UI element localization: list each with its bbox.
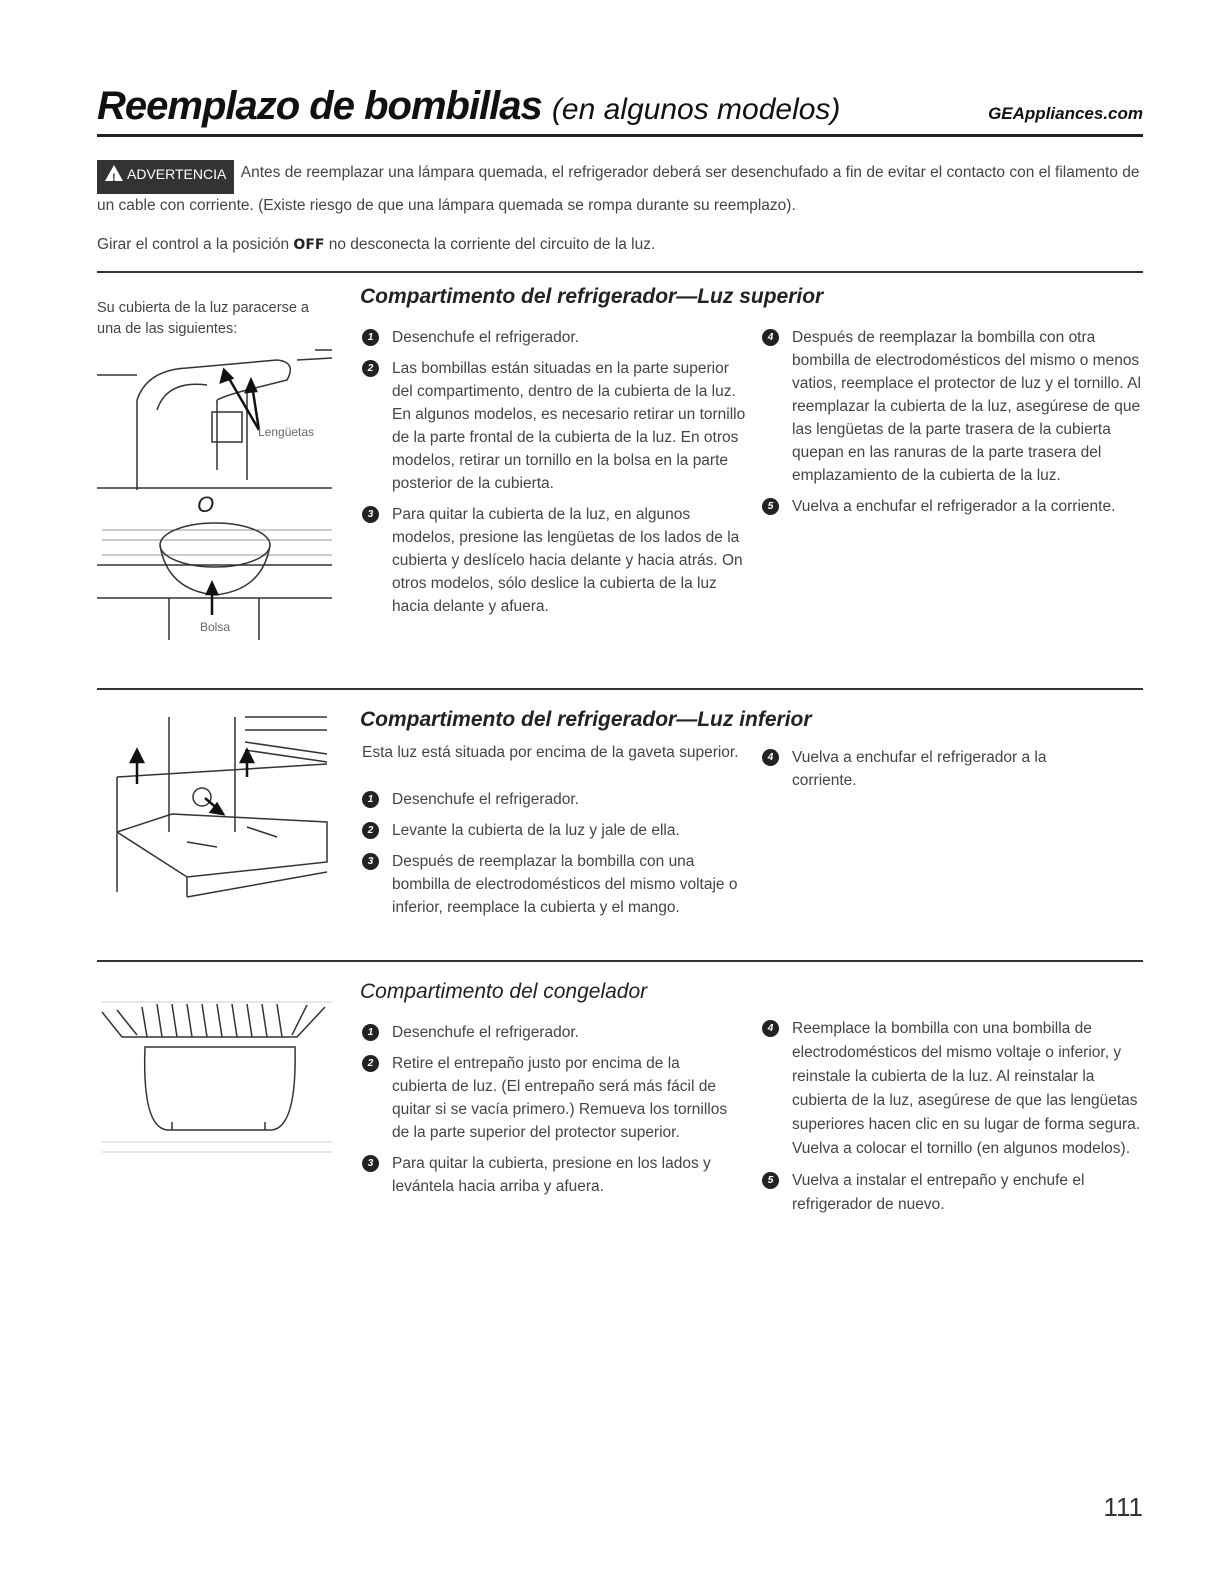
step-text: Después de reemplazar la bombilla con una bombilla de electrodomésticos del mismo voltaje o inferior, reemplace la cubierta y el mango. xyxy=(392,853,738,916)
step-number-icon: 4 xyxy=(762,329,779,346)
step-number-icon: 1 xyxy=(362,329,379,346)
section3-steps-right xyxy=(762,1017,1147,1225)
lower-light-illustration xyxy=(97,702,337,902)
step-text: Desenchufe el refrigerador. xyxy=(392,791,579,808)
step-text: Reemplace la bombilla con una bombilla de electrodomésticos del mismo voltaje o inferior, y reinstale la cubierta de la luz. Al reinstalar la cubierta de la luz, asegúrese de que las lengüetas superiores hacen clic en su lugar de forma segura. Vuelva a colocar el tornillo (en algunos modelos). xyxy=(792,1020,1141,1157)
section1-steps-right xyxy=(762,326,1147,526)
section2-steps-left xyxy=(362,788,747,927)
step-item xyxy=(362,1052,732,1144)
warning-text: Antes de reemplazar una lámpara quemada, el refrigerador deberá ser desenchufado a fin de evitar el contacto con el filamento de un cable con corriente. (Existe riesgo de que una lámpara quemada se rompa durante su reemplazo). xyxy=(97,164,1140,214)
header-rule xyxy=(97,134,1143,137)
step-text: Vuelva a instalar el entrepaño y enchufe el refrigerador de nuevo. xyxy=(792,1172,1085,1213)
step-number-icon: 5 xyxy=(762,1172,779,1189)
step-text: Para quitar la cubierta de la luz, en algunos modelos, presione las lengüetas de los lados de la cubierta y deslícelo hacia delante y hacia atrás. On otros modelos, sólo deslice la cubierta de la luz hacia delante y afuera. xyxy=(392,506,743,615)
step-number-icon: 3 xyxy=(362,506,379,523)
warning-note-end: no desconecta la corriente del circuito de la luz. xyxy=(324,236,656,253)
freezer-light-illustration xyxy=(97,992,337,1162)
step-number-icon: 2 xyxy=(362,360,379,377)
section-rule-1 xyxy=(97,271,1143,273)
step-item xyxy=(762,326,1147,487)
section1-title: Compartimento del refrigerador—Luz superior xyxy=(360,285,824,308)
section1-steps-left xyxy=(362,326,747,626)
step-text: Vuelva a enchufar el refrigerador a la corriente. xyxy=(792,749,1047,789)
section1-figure-caption: Su cubierta de la luz paracerse a una de las siguientes: xyxy=(97,300,309,337)
step-text: Retire el entrepaño justo por encima de la cubierta de luz. (El entrepaño será más fácil de quitar si se vacía primero.) Remueva los tornillos de la parte superior del protector superior. xyxy=(392,1055,728,1141)
step-number-icon: 4 xyxy=(762,749,779,766)
section3-steps-left xyxy=(362,1021,732,1206)
step-item xyxy=(362,503,747,618)
section2-title: Compartimento del refrigerador—Luz inferior xyxy=(360,708,812,731)
step-item xyxy=(362,326,747,349)
section2-intro: Esta luz está situada por encima de la gaveta superior. xyxy=(362,744,739,761)
step-text: Levante la cubierta de la luz y jale de ella. xyxy=(392,822,680,839)
step-text: Vuelva a enchufar el refrigerador a la corriente. xyxy=(792,498,1116,515)
section-rule-2 xyxy=(97,688,1143,690)
light-cover-illustration xyxy=(97,340,337,640)
step-number-icon: 5 xyxy=(762,498,779,515)
step-item xyxy=(362,357,747,495)
step-number-icon: 4 xyxy=(762,1020,779,1037)
step-number-icon: 1 xyxy=(362,1024,379,1041)
warning-icon xyxy=(105,165,123,181)
title-subtitle: (en algunos modelos) xyxy=(551,93,841,126)
warning-note xyxy=(97,236,655,254)
step-number-icon: 2 xyxy=(362,1055,379,1072)
site-url: GEAppliances.com xyxy=(988,104,1143,123)
section-rule-3 xyxy=(97,960,1143,962)
step-item xyxy=(762,746,1092,792)
label-tabs: Lengüetas xyxy=(258,425,315,439)
step-text: Para quitar la cubierta, presione en los lados y levántela hacia arriba y afuera. xyxy=(392,1155,711,1195)
label-bag: Bolsa xyxy=(200,620,231,634)
warning-note-start: Girar el control a la posición xyxy=(97,236,294,253)
warning-badge xyxy=(97,160,234,194)
warning-block xyxy=(97,160,1143,217)
step-text: Las bombillas están situadas en la parte superior del compartimento, dentro de la cubierta de la luz. En algunos modelos, es necesario retirar un tornillo de la parte frontal de la cubierta de la luz. En otros modelos, retirar un tornillo en la bolsa en la parte posterior de la cubierta. xyxy=(392,360,746,492)
title-main: Reemplazo de bombillas xyxy=(97,84,542,128)
page-title xyxy=(97,84,840,129)
page-number: 111 xyxy=(1103,1492,1143,1522)
step-number-icon: 3 xyxy=(362,1155,379,1172)
step-item xyxy=(362,1021,732,1044)
section2-steps-right xyxy=(762,746,1092,800)
step-text: Desenchufe el refrigerador. xyxy=(392,1024,579,1041)
step-number-icon: 3 xyxy=(362,853,379,870)
step-number-icon: 1 xyxy=(362,791,379,808)
warning-note-bold: OFF xyxy=(293,237,325,253)
step-item xyxy=(362,819,747,842)
step-item xyxy=(762,1017,1147,1161)
step-text: Después de reemplazar la bombilla con otra bombilla de electrodomésticos del mismo o menos vatios, reemplace el protector de luz y el tornillo. Al reemplazar la cubierta de la luz, asegúrese de que las lengüetas de la parte trasera de la cubierta quepan en las ranuras de la parte trasera del emplazamiento de la cubierta de la luz. xyxy=(792,329,1141,484)
warning-badge-label: ADVERTENCIA xyxy=(127,166,227,182)
section3-title: Compartimento del congelador xyxy=(360,980,648,1003)
step-text: Desenchufe el refrigerador. xyxy=(392,329,579,346)
step-item xyxy=(362,850,747,919)
step-item xyxy=(762,495,1147,518)
step-item xyxy=(362,788,747,811)
label-or: O xyxy=(197,492,215,517)
step-item xyxy=(362,1152,732,1198)
step-number-icon: 2 xyxy=(362,822,379,839)
step-item xyxy=(762,1169,1147,1217)
